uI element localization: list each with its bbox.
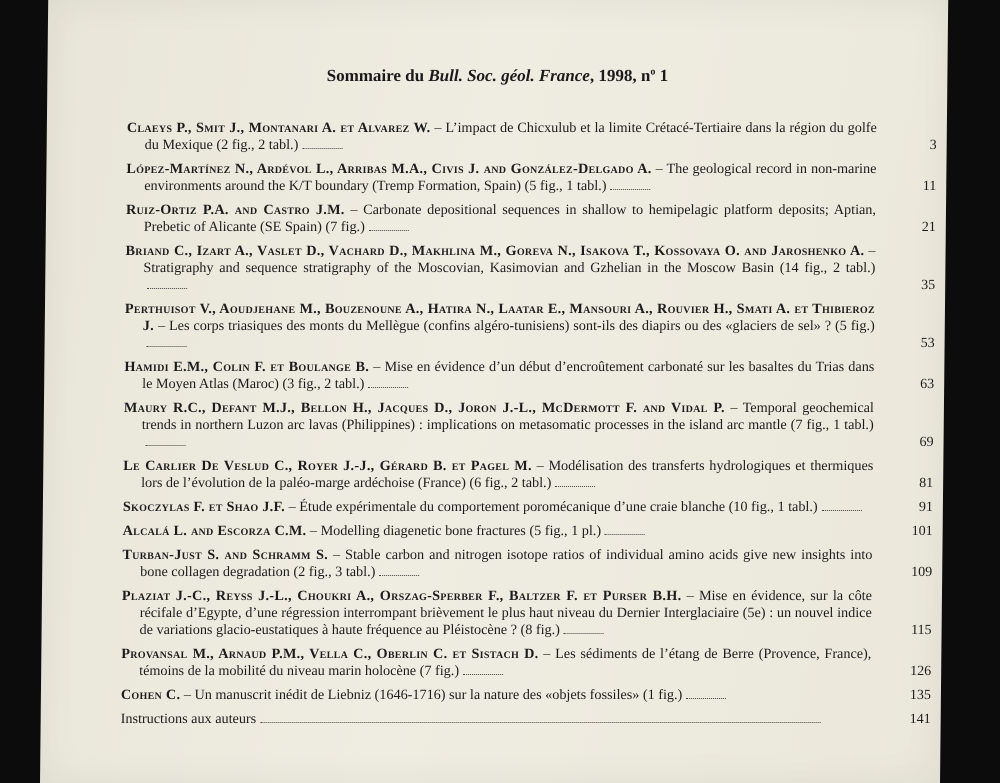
- toc-entry: [123, 499, 933, 516]
- entry-title: – The geological record in non-marine environments around the K/T boundary (Tremp Formation, Spain) (5 fig., 1 tabl.): [144, 161, 877, 194]
- document-page: [40, 0, 948, 783]
- toc-entry: [121, 711, 931, 728]
- entry-title: – Stratigraphy and sequence stratigraphy of the Moscovian, Kasimovian and Gzhelian in the Moscow Basin (14 fig., 2 tabl.): [143, 243, 876, 276]
- title-end: , 1998, n: [589, 66, 651, 85]
- entry-page: 63: [920, 377, 935, 392]
- entry-title: – Stable carbon and nitrogen isotope ratios of individual amino acids give new insights into bone collagen degradation (2 fig., 3 tabl.): [140, 547, 873, 580]
- toc-entry: [124, 359, 934, 393]
- toc-entry: [122, 547, 932, 581]
- entry-title: – Carbonate depositional sequences in shallow to hemipelagic platform deposits; Aptian, Prebetic of Alicante (SE Spain) (7 fig.): [143, 202, 877, 235]
- entry-title: – Les sédiments de l’étang de Berre (Provence, France), témoins de la mobilité du niveau marin holocène (7 fig.): [139, 646, 872, 679]
- entry-authors: López-Martínez N., Ardévol L., Arribas M.A., Civis J. and González-Delgado A.: [126, 161, 652, 177]
- entry-page: 141: [909, 712, 931, 727]
- toc-entry: [125, 243, 936, 294]
- toc-entry: [123, 400, 934, 451]
- entry-authors: Maury R.C., Defant M.J., Bellon H., Jacques D., Joron J.-L., McDermott F. and Vidal P.: [123, 400, 726, 416]
- entry-title: Instructions aux auteurs: [120, 711, 257, 727]
- entry-page: 109: [911, 565, 933, 580]
- entry-title: – Un manuscrit inédit de Liebniz (1646-1716) sur la nature des «objets fossiles» (1 fig.): [180, 687, 683, 703]
- toc-entry: [125, 301, 936, 352]
- title-number: 1: [655, 66, 669, 85]
- entry-authors: Claeys P., Smit J., Montanari A. et Alvarez W.: [126, 120, 431, 136]
- entry-title: – L’impact de Chicxulub et la limite Crétacé-Tertiaire dans la région du golfe du Mexique (2 fig., 2 tabl.): [144, 120, 877, 153]
- toc-entry: [123, 458, 933, 492]
- entry-authors: Skoczylas F. et Shao J.F.: [122, 499, 286, 515]
- entry-title: – Modélisation des transferts hydrologiques et thermiques lors de l’évolution de la paléo-marge ardéchoise (France) (6 fig., 2 tabl.): [141, 458, 874, 491]
- entry-page: 21: [921, 220, 936, 235]
- entry-title: – Mise en évidence d’un début d’encroûtement carbonaté sur les basaltes du Trias dans le Moyen Atlas (Maroc) (3 fig., 2 tabl.): [142, 359, 875, 392]
- entry-page: 53: [920, 336, 935, 351]
- page-title: [47, 66, 947, 86]
- entry-page: 135: [909, 688, 931, 703]
- entry-page: 3: [929, 138, 937, 153]
- toc-entry: [121, 646, 931, 680]
- entry-page: 91: [918, 500, 933, 515]
- toc-entry: [123, 523, 933, 540]
- entry-page: 35: [921, 278, 936, 293]
- entry-authors: Briand C., Izart A., Vaslet D., Vachard D., Makhlina M., Goreva N., Isakova T., Kossovaya O. and Jaroshenko A.: [125, 243, 865, 259]
- entry-authors: Alcalá L. and Escorza C.M.: [122, 523, 307, 539]
- entry-title: – Temporal geochemical trends in northern Luzon arc lavas (Philippines) : implications on metasomatic processes in the island arc mantle (7 fig., 1 tabl.): [141, 400, 875, 433]
- entry-authors: Perthuisot V., Aoudjehane M., Bouzenoune A., Hatira N., Laatar E., Mansouri A., Rouvier H., Smati A. et Thibieroz J.: [124, 301, 876, 334]
- title-start: Sommaire du: [326, 66, 429, 85]
- toc-entry: [126, 202, 936, 236]
- entry-title: – Étude expérimentale du comportement poromécanique d’une craie blanche (10 fig., 1 tabl.): [284, 499, 818, 515]
- table-of-contents: [121, 120, 937, 735]
- entry-title: – Les corps triasiques des monts du Mellègue (confins algéro-tunisiens) sont-ils des diapirs ou des «glaciers de sel» ? (5 fig.): [153, 318, 875, 334]
- entry-authors: Ruiz-Ortiz P.A. and Castro J.M.: [125, 202, 345, 218]
- entry-authors: Hamidi E.M., Colin F. et Boulange B.: [124, 359, 370, 375]
- entry-authors: Cohen C.: [120, 687, 181, 703]
- entry-page: 81: [919, 476, 934, 491]
- entry-title: – Modelling diagenetic bone fractures (5 fig., 1 pl.): [306, 523, 602, 539]
- entry-page: 11: [922, 179, 937, 194]
- toc-entry: [121, 687, 931, 704]
- title-sup: o: [650, 66, 656, 78]
- toc-entry: [127, 120, 937, 154]
- toc-entry: [126, 161, 936, 195]
- toc-entry: [122, 588, 933, 639]
- entry-authors: Turban-Just S. and Schramm S.: [122, 547, 329, 563]
- entry-authors: Provansal M., Arnaud P.M., Vella C., Oberlin C. et Sistach D.: [121, 646, 539, 662]
- entry-title: – Mise en évidence, sur la côte récifale d’Egypte, d’une régression interrompant brièvement le plus haut niveau du Dernier Interglaciaire (5e) : un nouvel indice de variations glacio-eustatiques à haute fréquence au Pléistocène ? (8 fig.): [139, 588, 873, 638]
- entry-page: 101: [911, 524, 933, 539]
- entry-page: 126: [910, 664, 932, 679]
- entry-page: 115: [911, 623, 932, 638]
- title-journal: Bull. Soc. géol. France: [428, 66, 591, 85]
- entry-page: 69: [919, 435, 934, 450]
- entry-authors: Le Carlier De Veslud C., Royer J.-J., Gérard B. et Pagel M.: [123, 458, 532, 474]
- entry-authors: Plaziat J.-C., Reyss J.-L., Choukri A., Orszag-Sperber F., Baltzer F. et Purser B.H.: [121, 588, 682, 604]
